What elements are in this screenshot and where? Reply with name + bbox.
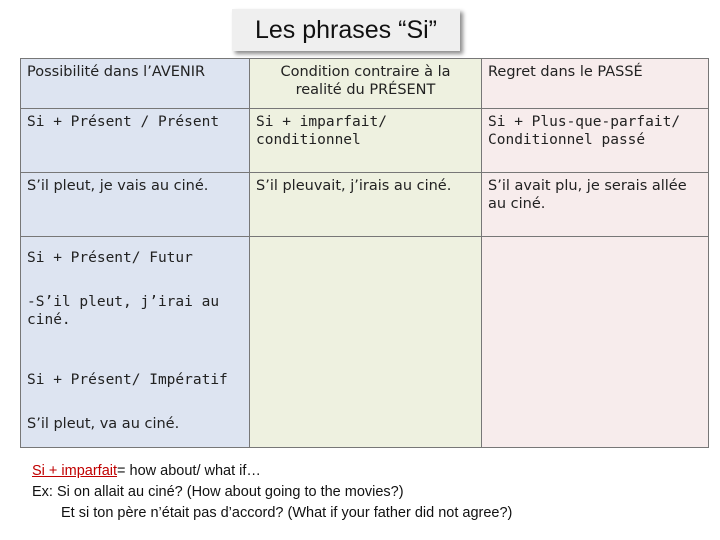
note-line-1 xyxy=(32,461,702,482)
usage-notes xyxy=(32,461,702,524)
empty-present-cell xyxy=(250,237,482,448)
header-present-contrary: Condition contraire à la realité du PRÉSENT xyxy=(250,59,482,109)
formula-future-imperatif: Si + Présent/ Impératif xyxy=(27,372,228,388)
header-future-possibility: Possibilité dans l’AVENIR xyxy=(21,59,250,109)
note-line-2: Ex: Si on allait au ciné? (How about going to the movies?) xyxy=(32,484,404,500)
formula-future-futur: Si + Présent/ Futur xyxy=(27,250,193,266)
note-meaning: = how about/ what if… xyxy=(117,463,261,479)
example-future: S’il pleut, je vais au ciné. xyxy=(21,173,250,237)
extra-future-cell xyxy=(21,237,250,448)
formula-future: Si + Présent / Présent xyxy=(21,109,250,173)
note-line-3: Et si ton père n’était pas d’accord? (What if your father did not agree?) xyxy=(61,505,513,521)
si-clauses-table xyxy=(20,58,709,448)
page-title: Les phrases “Si” xyxy=(232,9,460,51)
example-future-imperatif: S’il pleut, va au ciné. xyxy=(27,416,180,432)
example-future-futur: -S’il pleut, j’irai au ciné. xyxy=(27,294,220,328)
empty-past-cell xyxy=(482,237,709,448)
example-present: S’il pleuvait, j’irais au ciné. xyxy=(250,173,482,237)
table-header-row xyxy=(21,59,709,109)
table-row-example xyxy=(21,173,709,237)
note-keyword: Si + imparfait xyxy=(32,463,118,479)
table-row-extra xyxy=(21,237,709,448)
table-row-formula xyxy=(21,109,709,173)
formula-present: Si + imparfait/ conditionnel xyxy=(250,109,482,173)
example-past: S’il avait plu, je serais allée au ciné. xyxy=(482,173,709,237)
header-past-regret: Regret dans le PASSÉ xyxy=(482,59,709,109)
formula-past: Si + Plus-que-parfait/ Conditionnel passé xyxy=(482,109,709,173)
